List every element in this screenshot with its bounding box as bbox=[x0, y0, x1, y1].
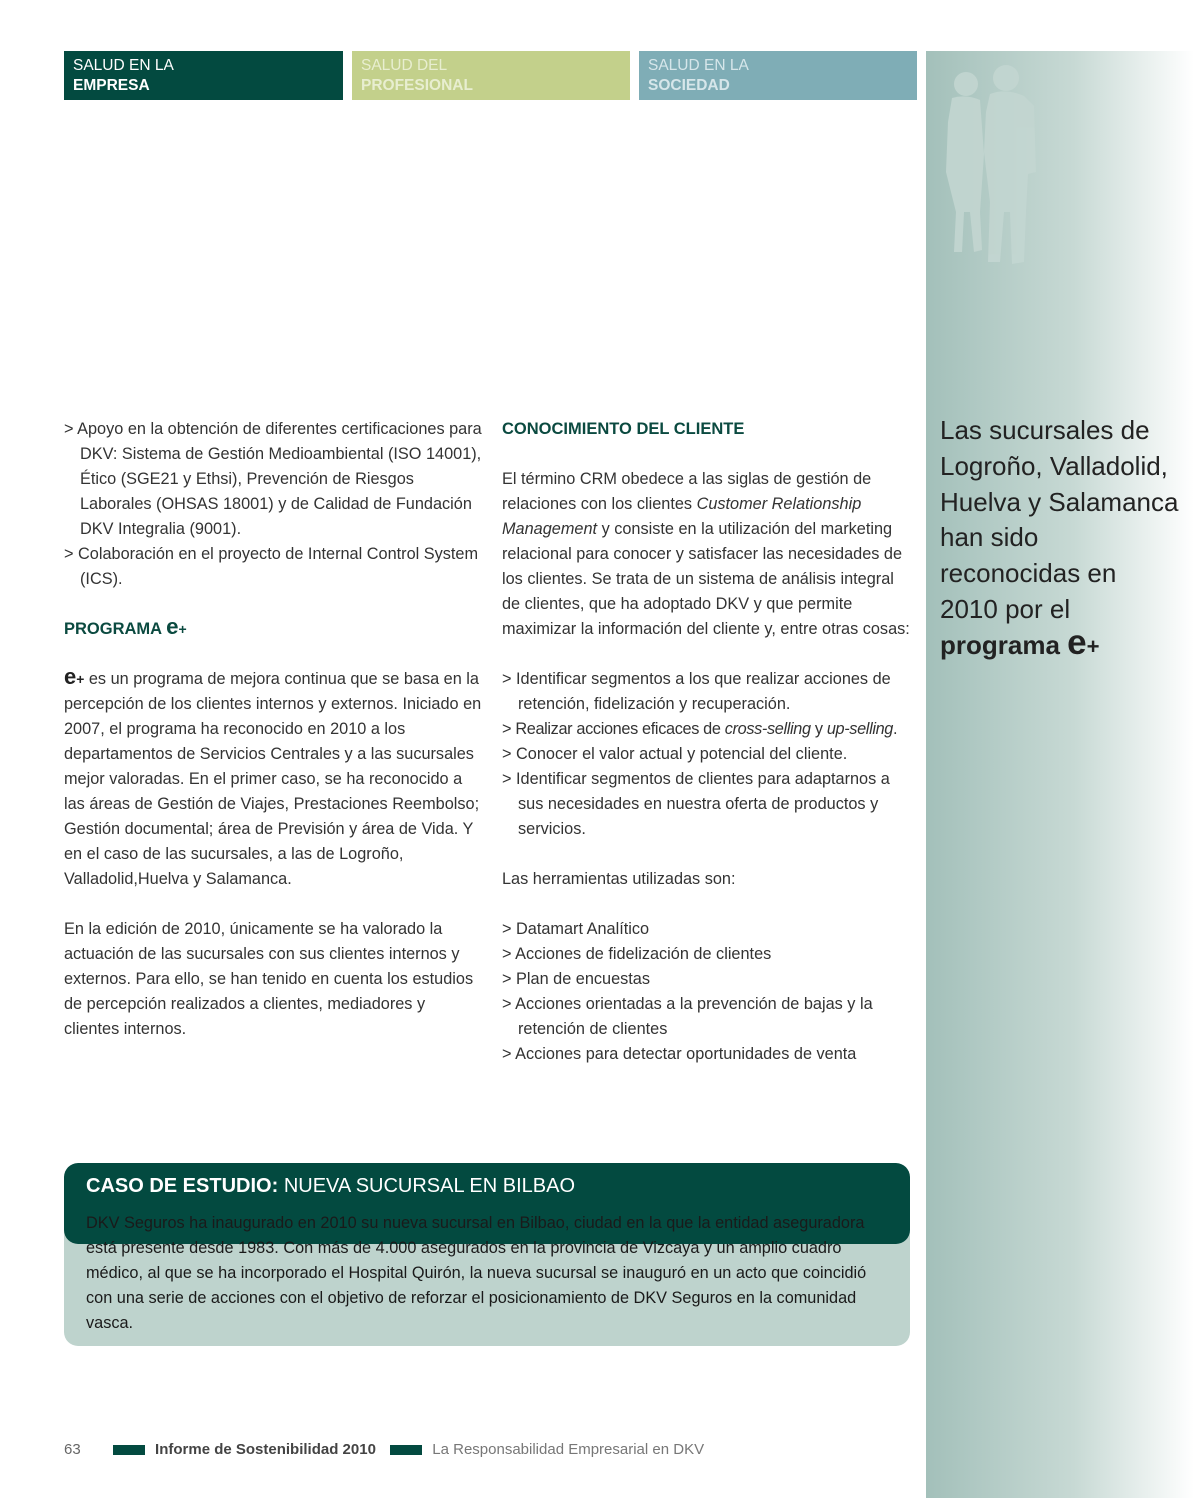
tool-item: > Plan de encuestas bbox=[502, 970, 650, 988]
tools-intro: Las herramientas utilizadas son: bbox=[502, 870, 736, 888]
bullet-item: > Conocer el valor actual y potencial del cliente. bbox=[502, 745, 848, 763]
tool-item: > Acciones de fidelización de clientes bbox=[502, 945, 772, 963]
bullet-item: > Realizar acciones eficaces de cross-selling y up-selling. bbox=[502, 720, 898, 738]
bullet-item: > Identificar segmentos a los que realizar acciones de retención, fidelización y recuperación. bbox=[502, 670, 891, 713]
section-heading-conocimiento: CONOCIMIENTO DEL CLIENTE bbox=[502, 420, 745, 438]
tool-item: > Acciones para detectar oportunidades de venta bbox=[502, 1045, 857, 1063]
tab-salud-profesional[interactable] bbox=[352, 51, 630, 100]
bullet-item: > Identificar segmentos de clientes para adaptarnos a sus necesidades en nuestra oferta de productos y servicios. bbox=[502, 770, 890, 838]
eplus-logo-icon: e+ bbox=[1067, 622, 1100, 662]
bullet-item: > Colaboración en el proyecto de Internal Control System (ICS). bbox=[64, 545, 479, 588]
bullet-item: > Apoyo en la obtención de diferentes certificaciones para DKV: Sistema de Gestión Medioambiental (ISO 14001), Ético (SGE21 y Ethsi), Prevención de Riesgos Laborales (OHSAS 18001) y de Calidad de Fundación DKV Integralia (9001). bbox=[64, 420, 482, 538]
programa-paragraph: e+ es un programa de mejora continua que se basa en la percepción de los clientes internos y externos. Iniciado en 2007, el programa ha reconocido en 2010 a los departamentos de Servicios Centrales y a las sucursales mejor valoradas. En el primer caso, se ha reconocido a las áreas de Gestión de Viajes, Prestaciones Reembolso; Gestión documental; área de Previsión y área de Vida. Y en el caso de las sucursales, a las de Logroño, Valladolid,Huelva y Salamanca. bbox=[64, 664, 482, 888]
pull-quote-text: Las sucursales de Logroño, Valladolid, Huelva y Salamanca han sido reconocidas en 2010 por el bbox=[940, 415, 1179, 624]
tab-salud-empresa[interactable] bbox=[64, 51, 343, 100]
tab-line1: SALUD EN LA bbox=[648, 57, 749, 74]
footer-bar-icon bbox=[113, 1445, 145, 1455]
case-study-title: CASO DE ESTUDIO: NUEVA SUCURSAL EN BILBAO bbox=[86, 1175, 576, 1197]
case-study-text: DKV Seguros ha inaugurado en 2010 su nueva sucursal en Bilbao, ciudad en la que la entidad aseguradora está presente desde 1983. Con más de 4.000 asegurados en la provincia de Vizcaya y un amplio cuadro médico, al que se ha incorporado el Hospital Quirón, la nueva sucursal se inauguró en un acto que coincidió con una serie de acciones con el objetivo de reforzar el posicionamiento de DKV Seguros en la comunidad vasca. bbox=[86, 1214, 867, 1332]
edicion-paragraph: En la edición de 2010, únicamente se ha valorado la actuación de las sucursales con sus clientes internos y externos. Para ello, se han tenido en cuenta los estudios de percepción realizados a clientes, mediadores y clientes internos. bbox=[64, 920, 474, 1038]
page-footer bbox=[64, 1438, 704, 1462]
sidebar-panel bbox=[926, 51, 1194, 1498]
tool-item: > Acciones orientadas a la prevención de bajas y la retención de clientes bbox=[502, 995, 873, 1038]
case-study-box bbox=[64, 1163, 910, 1346]
tab-line2: SOCIEDAD bbox=[648, 77, 730, 94]
middle-column bbox=[502, 417, 912, 1067]
tab-line1: SALUD DEL bbox=[361, 57, 448, 74]
crm-paragraph: El término CRM obedece a las siglas de gestión de relaciones con los clientes Customer Relationship Management y consiste en la utilización del marketing relacional para conocer y satisfacer las necesidades de los clientes. Se trata de un sistema de análisis integral de clientes, que ha adoptado DKV y que permite maximizar la información del cliente y, entre otras cosas: bbox=[502, 470, 910, 638]
page-number: 63 bbox=[64, 1441, 81, 1459]
eplus-logo-icon: e+ bbox=[64, 664, 85, 689]
tab-line2: EMPRESA bbox=[73, 77, 150, 94]
left-column bbox=[64, 417, 484, 1042]
tab-line1: SALUD EN LA bbox=[73, 57, 174, 74]
people-silhouette-icon bbox=[938, 62, 1043, 267]
tab-salud-sociedad[interactable] bbox=[639, 51, 917, 100]
tool-item: > Datamart Analítico bbox=[502, 920, 650, 938]
footer-bar-icon bbox=[390, 1445, 422, 1455]
eplus-logo-icon: e+ bbox=[166, 614, 187, 639]
report-subtitle: La Responsabilidad Empresarial en DKV bbox=[432, 1441, 705, 1459]
report-title: Informe de Sostenibilidad 2010 bbox=[155, 1441, 376, 1459]
pull-quote-bold: programa bbox=[940, 629, 1060, 660]
section-heading-programa: PROGRAMA e+ bbox=[64, 614, 187, 639]
tab-line2: PROFESIONAL bbox=[361, 77, 473, 94]
pull-quote bbox=[940, 413, 1180, 665]
